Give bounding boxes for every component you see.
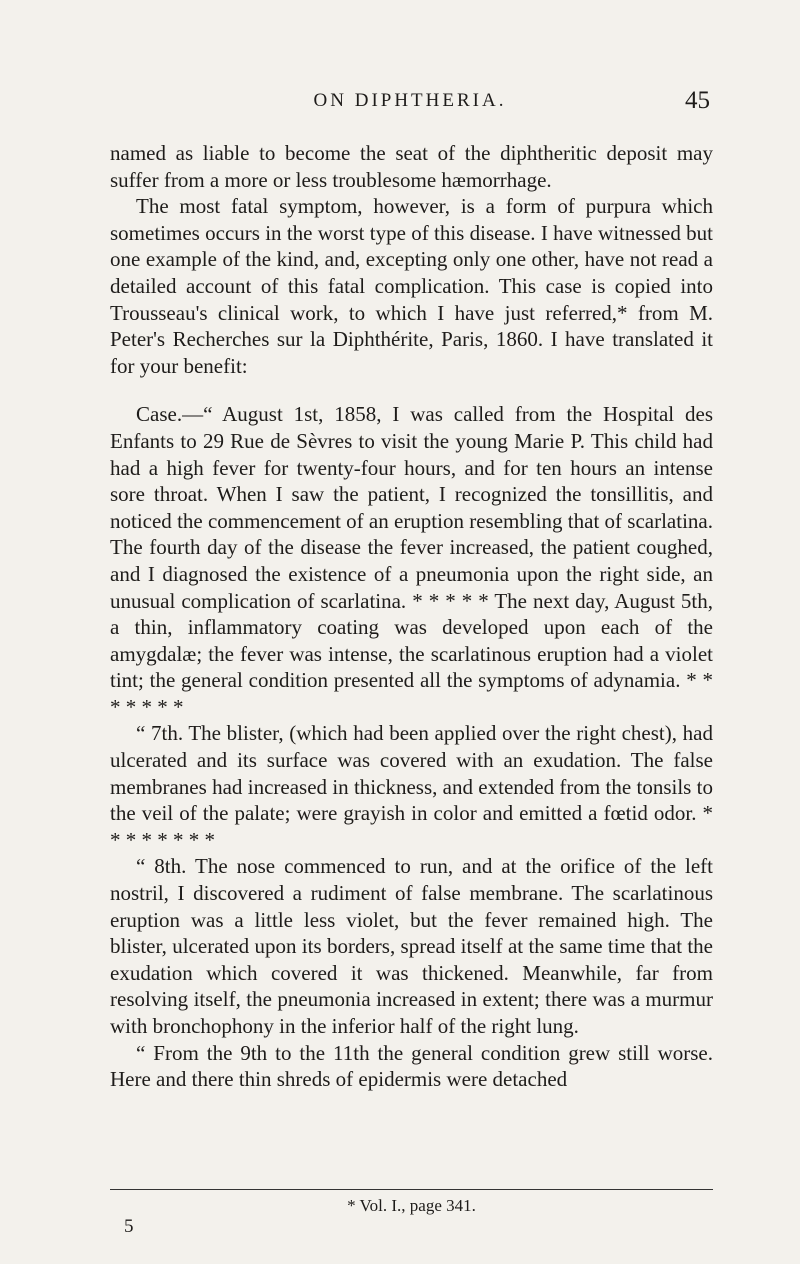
body-text (110, 140, 713, 1093)
footnote-rule (110, 1189, 713, 1190)
case-paragraph: Case.—“ August 1st, 1858, I was called from the Hospital des Enfants to 29 Rue de Sèvres to visit the young Marie P. This child had had a high fever for twenty-four hours, and for ten hours an intense sore throat. When I saw the patient, I recognized the tonsillitis, and noticed the commencement of an eruption resembling that of scarlatina. The fourth day of the disease the fever increased, the patient coughed, and I diagnosed the existence of a pneumonia upon the right side, an unusual complication of scarlatina. * * * * * The next day, August 5th, a thin, inflammatory coating was developed upon each of the amygdalæ; the fever was intense, the scarlatinous eruption had a violet tint; the general condition presented all the symptoms of adynamia. * * * * * * * (110, 402, 713, 719)
paragraph: named as liable to become the seat of the diphtheritic deposit may suffer from a more or less troublesome hæmorrhage. (110, 141, 713, 192)
paragraph: The most fatal symptom, however, is a form of purpura which sometimes occurs in the worst type of this disease. I have witnessed but one example of the kind, and, excepting only one other, have not read a detailed account of this fatal complication. This case is copied into Trousseau's clinical work, to which I have just referred,* from M. Peter's Recherches sur la Diphthérite, Paris, 1860. I have translated it for your benefit: (110, 194, 713, 378)
footnote: * Vol. I., page 341. (347, 1196, 476, 1215)
paragraph: “ 8th. The nose commenced to run, and at the orifice of the left nostril, I discovered a rudiment of false membrane. The scarlatinous eruption was a little less violet, but the fever remained high. The blister, ulcerated upon its borders, spread itself at the same time that the exudation which covered it was thickened. Meanwhile, far from resolving itself, the pneumonia increased in extent; there was a murmur with bronchophony in the inferior half of the right lung. (110, 854, 713, 1038)
page-header (110, 87, 710, 120)
paragraph: “ From the 9th to the 11th the general condition grew still worse. Here and there thin shreds of epidermis were detached (110, 1040, 713, 1092)
running-title: ON DIPHTHERIA. (313, 90, 507, 111)
page-number: 45 (685, 87, 710, 114)
signature-mark: 5 (124, 1216, 134, 1237)
paragraph: “ 7th. The blister, (which had been applied over the right chest), had ulcerated and its surface was covered with an exudation. The false membranes had increased in thickness, and extended from the tonsils to the veil of the palate; were grayish in color and emitted a fœtid odor. * * * * * * * * (110, 721, 713, 852)
